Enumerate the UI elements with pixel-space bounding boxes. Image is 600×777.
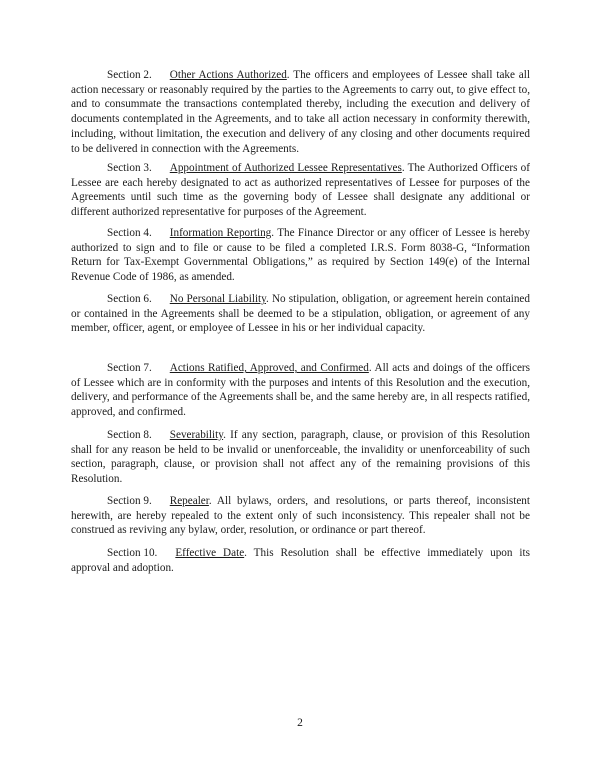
section-8-paragraph [71, 428, 530, 487]
section-number: Section 4. [107, 227, 152, 239]
section-heading: Appointment of Authorized Lessee Representatives [169, 162, 402, 174]
section-number: Section 2. [107, 69, 152, 81]
section-heading: Other Actions Authorized [169, 69, 287, 81]
section-number: Section 9. [107, 495, 152, 507]
section-number: Section 8. [107, 429, 152, 441]
section-body: . The officers and employees of Lessee shall take all action necessary or reasonably required by the parties to the Agreements to carry out, to give effect to, and to consummate the transactions contemplated thereby, including the execution and delivery of documents contemplated in the Agreements, and to take all action necessary in conformity therewith, including, without limitation, the execution and delivery of any closing and other documents required to be delivered in connection with the Agreements. [71, 69, 530, 155]
page-number: 2 [297, 717, 303, 729]
section-3-paragraph [71, 161, 530, 220]
section-body: . The Finance Director or any officer of Lessee is hereby authorized to sign and to file or cause to be filed a completed I.R.S. Form 8038-G, “Information Return for Tax-Exempt Governmental Obligations,” as required by Section 149(e) of the Internal Revenue Code of 1986, as amended. [71, 227, 530, 284]
section-heading: Severability [169, 429, 224, 441]
section-7-paragraph [71, 361, 530, 420]
section-4-paragraph [71, 226, 530, 285]
section-number: Section 6. [107, 293, 152, 305]
section-number: Section 7. [107, 362, 152, 374]
section-9-paragraph [71, 494, 530, 538]
section-number: Section 10. [107, 547, 158, 559]
section-body: . If any section, paragraph, clause, or provision of this Resolution shall for any reason be held to be invalid or unenforceable, the invalidity or unenforceability of such section, paragraph, clause, or provision shall not affect any of the remaining provisions of this Resolution. [71, 429, 530, 486]
section-body: . All bylaws, orders, and resolutions, or parts thereof, inconsistent herewith, are hereby repealed to the extent only of such inconsistency. This repealer shall not be construed as reviving any bylaw, order, resolution, or ordinance or part thereof. [71, 495, 530, 537]
section-body: . The Authorized Officers of Lessee are each hereby designated to act as authorized representatives of Lessee for purposes of the Agreements until such time as the governing body of Lessee shall designate any additional or different authorized representative for purposes of the Agreement. [71, 162, 530, 219]
section-heading: Information Reporting [169, 227, 272, 239]
section-6-paragraph [71, 292, 530, 336]
section-10-paragraph [71, 546, 530, 575]
section-heading: Repealer [169, 495, 209, 507]
section-body: . This Resolution shall be effective immediately upon its approval and adoption. [71, 547, 530, 574]
section-heading: Actions Ratified, Approved, and Confirmed [169, 362, 369, 374]
section-body: . All acts and doings of the officers of Lessee which are in conformity with the purposes and intents of this Resolution and the execution, delivery, and performance of the Agreements shall be, and the same hereby are, in all respects ratified, approved, and confirmed. [71, 362, 530, 419]
section-heading: Effective Date [175, 547, 245, 559]
section-2-paragraph [71, 68, 530, 156]
section-heading: No Personal Liability [169, 293, 267, 305]
section-body: . No stipulation, obligation, or agreement herein contained or contained in the Agreements shall be deemed to be a stipulation, obligation, or agreement of any member, officer, agent, or employee of Lessee in his or her individual capacity. [71, 293, 530, 335]
section-number: Section 3. [107, 162, 152, 174]
